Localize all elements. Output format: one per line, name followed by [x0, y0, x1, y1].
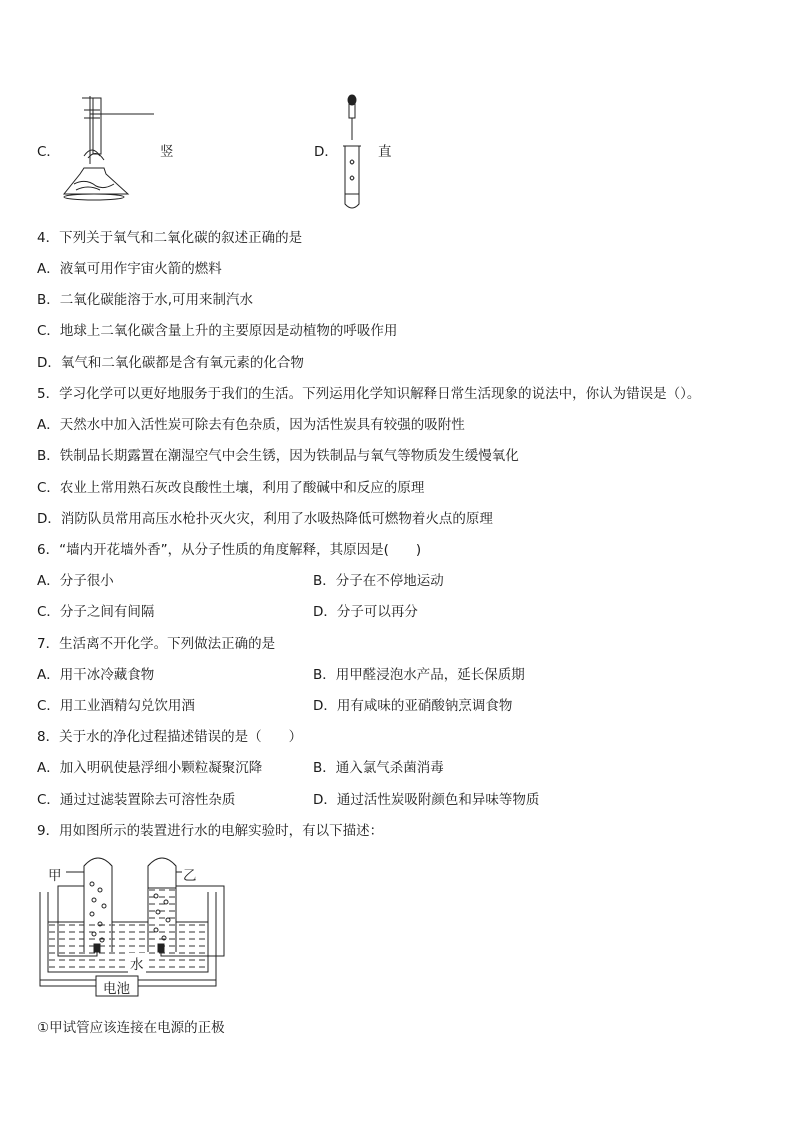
option-d-caption: 直: [378, 144, 392, 160]
water-label: 水: [128, 953, 146, 973]
dropper-test-tube-figure: [338, 94, 368, 214]
question-7-option-b: B．用甲醛浸泡水产品，延长保质期: [313, 667, 525, 683]
question-7-option-d: D．用有咸味的亚硝酸钠烹调食物: [313, 698, 513, 714]
question-5-option-d: D．消防队员常用高压水枪扑灭火灾，利用了水吸热降低可燃物着火点的原理: [37, 511, 493, 527]
option-d-label: D．: [314, 144, 338, 160]
question-7-option-a: A．用干冰冷藏食物: [37, 667, 155, 683]
question-8-option-a: A．加入明矾使悬浮细小颗粒凝聚沉降: [37, 760, 263, 776]
tube-yi-label: 乙: [183, 868, 197, 884]
tube-jia-label: 甲: [48, 868, 62, 884]
battery-label: 电池: [103, 981, 130, 997]
question-6-option-c: C．分子之间有间隔: [37, 604, 155, 620]
question-8-stem: 8．关于水的净化过程描述错误的是（ ）: [37, 729, 303, 745]
option-c-label: C．: [37, 144, 60, 160]
question-4-option-a: A．液氧可用作宇宙火箭的燃料: [37, 261, 222, 277]
question-4-option-d: D．氧气和二氧化碳都是含有氧元素的化合物: [37, 355, 304, 371]
option-c-caption: 竖: [160, 144, 174, 160]
question-4-stem: 4．下列关于氧气和二氧化碳的叙述正确的是: [37, 230, 303, 246]
question-6-stem: 6．“墙内开花墙外香”，从分子性质的角度解释，其原因是( ): [37, 542, 422, 558]
electrolysis-apparatus-figure: [38, 852, 228, 1000]
statement-1: ①甲试管应该连接在电源的正极: [37, 1020, 225, 1036]
question-4-option-c: C．地球上二氧化碳含量上升的主要原因是动植物的呼吸作用: [37, 323, 398, 339]
apparatus-c-figure: [62, 94, 162, 210]
question-7-option-c: C．用工业酒精勾兑饮用酒: [37, 698, 195, 714]
question-8-option-c: C．通过过滤装置除去可溶性杂质: [37, 792, 236, 808]
question-5-option-c: C．农业上常用熟石灰改良酸性土壤，利用了酸碱中和反应的原理: [37, 480, 425, 496]
question-8-option-d: D．通过活性炭吸附颜色和异味等物质: [313, 792, 540, 808]
question-9-stem: 9．用如图所示的装置进行水的电解实验时，有以下描述：: [37, 823, 384, 839]
question-5-stem: 5．学习化学可以更好地服务于我们的生活。下列运用化学知识解释日常生活现象的说法中，你认为错误是（）。: [37, 386, 701, 402]
question-6-option-b: B．分子在不停地运动: [313, 573, 444, 589]
question-6-option-a: A．分子很小: [37, 573, 114, 589]
question-4-option-b: B．二氧化碳能溶于水,可用来制汽水: [37, 292, 254, 308]
question-5-option-b: B．铁制品长期露置在潮湿空气中会生锈，因为铁制品与氧气等物质发生缓慢氧化: [37, 448, 519, 464]
question-7-stem: 7．生活离不开化学。下列做法正确的是: [37, 636, 276, 652]
question-6-option-d: D．分子可以再分: [313, 604, 418, 620]
question-8-option-b: B．通入氯气杀菌消毒: [313, 760, 444, 776]
question-5-option-a: A．天然水中加入活性炭可除去有色杂质，因为活性炭具有较强的吸附性: [37, 417, 465, 433]
